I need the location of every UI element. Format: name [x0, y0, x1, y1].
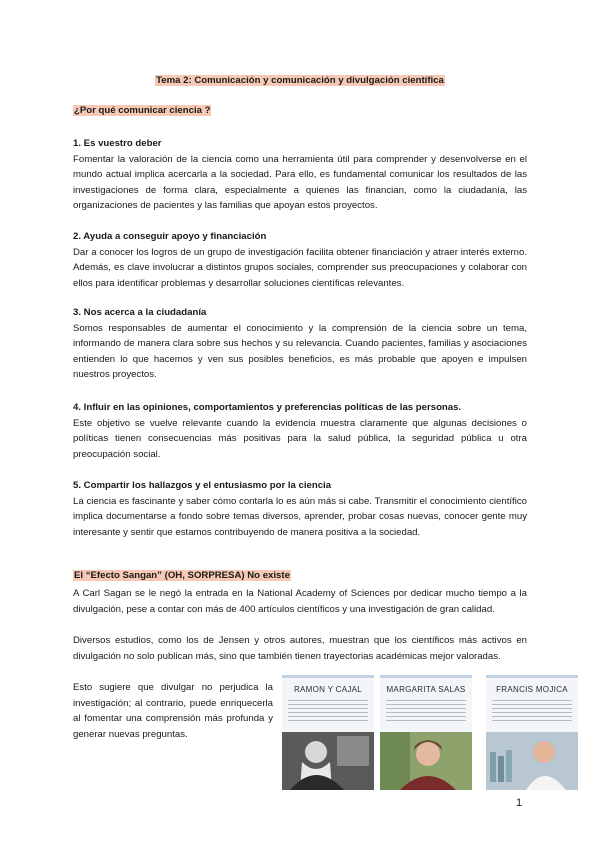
section-heading: 1. Es vuestro deber: [73, 138, 162, 149]
card-name: MARGARITA SALAS: [386, 685, 466, 694]
card-blurb: [386, 700, 466, 722]
question-text: ¿Por qué comunicar ciencia ?: [74, 105, 211, 116]
section-heading: 4. Influir en las opiniones, comportamientos y preferencias políticas de las personas.: [73, 402, 462, 413]
sagan-paragraph-3: Esto sugiere que divulgar no perjudica la investigación; al contrario, puede enriquecerla al fomentar una comprensión más profunda y generar nuevas preguntas.: [73, 682, 273, 740]
sagan-heading-text: El “Efecto Sangan” (OH, SORPRESA) No existe: [74, 570, 290, 581]
section-body: Dar a conocer los logros de un grupo de investigación facilita obtener financiación y atraer interés externo. Además, es clave involucrar a distintos grupos sociales, comprender sus preocupaciones y colaborar con ellos para identificar problemas y desarrollar soluciones científicas relevantes.: [73, 246, 527, 289]
section-2: [73, 229, 527, 291]
section-question: [73, 105, 211, 116]
scientist-card: [380, 675, 472, 790]
scientist-portrait-icon: [486, 732, 578, 790]
sagan-paragraph-1: A Carl Sagan se le negó la entrada en la National Academy of Sciences por dedicar mucho tiempo a la divulgación, pese a contar con más de 400 artículos científicos y una investigación de gran calidad.: [73, 588, 527, 615]
section-1: [73, 136, 527, 214]
scientist-card: [282, 675, 374, 790]
scientist-card: [486, 675, 578, 790]
section-4: [73, 400, 527, 462]
section-body: Somos responsables de aumentar el conocimiento y la comprensión de la ciencia sobre un tema, informando de manera clara sobre sus hechos y su relevancia. Cuando pacientes, familias y asociaciones entienden lo que hacemos y ven sus posibles beneficios, es más probable que apoyen e impulsen nuestros proyectos.: [73, 322, 527, 381]
card-blurb: [288, 700, 368, 722]
section-5: [73, 478, 527, 540]
section-body: Este objetivo se vuelve relevante cuando la evidencia muestra claramente que algunas decisiones o políticas tienen consecuencias más positivas para la salud pública, la seguridad pública u otra preocupación social.: [73, 417, 527, 460]
card-name: FRANCIS MOJICA: [496, 685, 568, 694]
section-3: [73, 305, 527, 383]
scientist-portrait-icon: [380, 732, 472, 790]
section-body: Fomentar la valoración de la ciencia como una herramienta útil para comprender y desenvolverse en el mundo actual implica acercarla a la sociedad. Para ello, es fundamental comunicar los resultados de las investigaciones de forma clara, especialmente a quienes las financian, como la ciudadanía, las organizaciones de pacientes y las familias que apoyan estos proyectos.: [73, 153, 527, 212]
page-title-text: Tema 2: Comunicación y comunicación y divulgación científica: [156, 75, 444, 86]
sagan-paragraph-2: Diversos estudios, como los de Jensen y otros autores, muestran que los científicos más activos en divulgación no solo publican más, sino que también tienen trayectorias académicas mejor valoradas.: [73, 635, 527, 662]
page-title: [0, 75, 600, 86]
card-name: RAMON Y CAJAL: [293, 685, 363, 694]
section-body: La ciencia es fascinante y saber cómo contarla lo es aún más si cabe. Transmitir el conocimiento científico implica documentarse a fondo sobre temas diversos, aprender, probar cosas nuevas, conocer gente muy interesante y sentir que estamos contribuyendo de manera positiva a la sociedad.: [73, 495, 527, 538]
scientist-portrait-icon: [282, 732, 374, 790]
card-blurb: [492, 700, 572, 722]
page-number: 1: [516, 797, 523, 809]
section-heading: 3. Nos acerca a la ciudadanía: [73, 307, 207, 318]
section-heading: 5. Compartir los hallazgos y el entusiasmo por la ciencia: [73, 480, 332, 491]
sagan-heading: [73, 570, 291, 581]
section-heading: 2. Ayuda a conseguir apoyo y financiación: [73, 231, 267, 242]
